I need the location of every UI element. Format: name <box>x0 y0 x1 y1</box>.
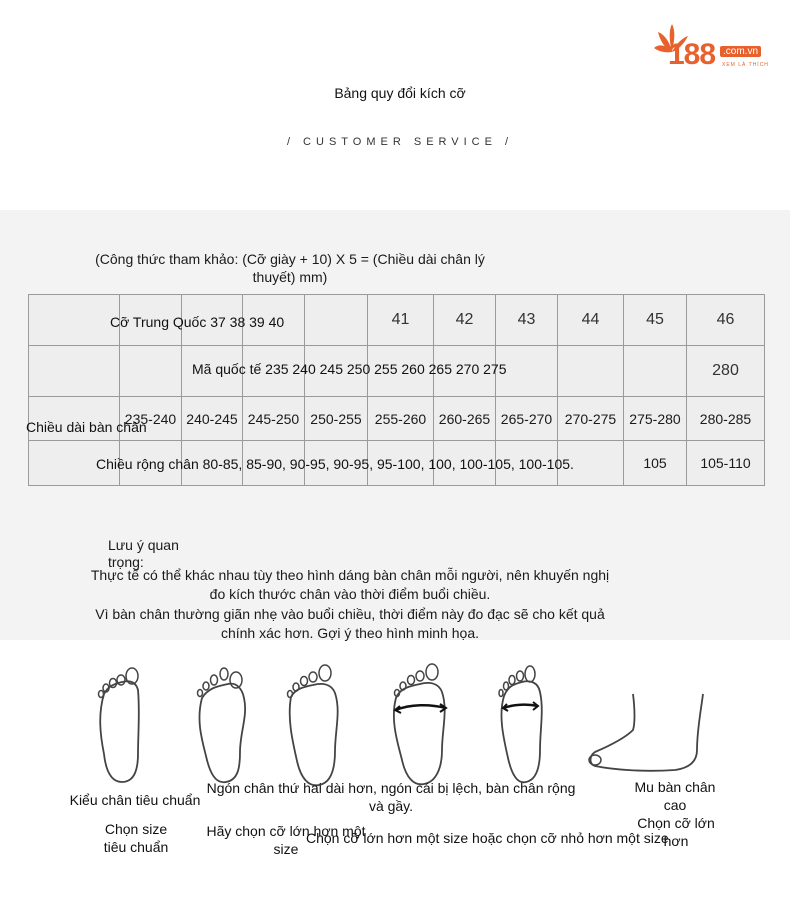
standard-foot-icon <box>92 664 148 786</box>
table-cell: 45 <box>624 295 687 346</box>
high-instep-foot-icon <box>585 690 715 780</box>
advice-standard-size: Chọn size tiêu chuẩn <box>103 821 169 855</box>
notes-line-2: Vì bàn chân thường giãn nhẹ vào buổi chiều, thời điểm này đo đạc sẽ cho kết quả chính xác hơn. Gợi ý theo hình minh họa. <box>95 606 605 641</box>
page-title: Bảng quy đổi kích cỡ <box>334 85 466 101</box>
row-label-china-size: Cỡ Trung Quốc 37 38 39 40 <box>110 314 285 330</box>
formula-text: (Công thức tham khảo: (Cỡ giày + 10) X 5 = (Chiều dài chân lý thuyết) mm) <box>95 251 485 285</box>
table-cell: 235-240 <box>120 397 182 441</box>
table-cell: 270-275 <box>558 397 624 441</box>
caption-standard-foot: Kiểu chân tiêu chuẩn <box>69 792 201 808</box>
wide-foot-icon <box>285 663 345 793</box>
row-label-foot-length: Chiều dài bàn chân <box>26 419 147 435</box>
narrow-measure-foot-icon <box>494 662 550 790</box>
advice-one-size-up: Hãy chọn cỡ lớn hơn một size <box>206 823 366 857</box>
table-cell: 41 <box>368 295 434 346</box>
table-cell: 46 <box>687 295 765 346</box>
table-cell: 43 <box>496 295 558 346</box>
table-cell: 265-270 <box>496 397 558 441</box>
page-subtitle: / CUSTOMER SERVICE / <box>286 136 514 148</box>
table-cell: 280 <box>687 346 765 397</box>
caption-high-instep: Mu bàn chân cao <box>634 779 716 813</box>
table-cell: 275-280 <box>624 397 687 441</box>
advice-size-up-or-down: Chọn cỡ lớn hơn một size hoặc chọn cỡ nhỏ hơn một size <box>306 830 669 846</box>
bunion-foot-icon <box>192 660 252 790</box>
caption-wide-foot: Ngón chân thứ hai dài hơn, ngón cái bị lệch, bàn chân rộng và gầy. <box>206 780 576 814</box>
table-cell: 240-245 <box>182 397 243 441</box>
brand-number: 188 <box>668 38 716 71</box>
advice-size-up: Chọn cỡ lớn hơn <box>637 815 715 849</box>
table-cell: 42 <box>434 295 496 346</box>
table-cell: 280-285 <box>687 397 765 441</box>
row-label-foot-width: Chiều rộng chân 80-85, 85-90, 90-95, 90-95, 95-100, 100, 100-105, 100-105. <box>96 456 574 472</box>
notes-title: Lưu ý quan trọng: <box>108 537 179 570</box>
table-cell: 245-250 <box>243 397 305 441</box>
table-cell: 105 <box>624 441 687 486</box>
table-cell: 255-260 <box>368 397 434 441</box>
table-cell: 105-110 <box>687 441 765 486</box>
brand-tagline: XEM LÀ THÍCH <box>722 62 769 68</box>
table-cell: 44 <box>558 295 624 346</box>
width-measure-foot-icon <box>390 660 452 792</box>
table-cell: 250-255 <box>305 397 368 441</box>
notes-line-1: Thực tế có thể khác nhau tùy theo hình dáng bàn chân mỗi người, nên khuyến nghị đo kích thước chân vào thời điểm buổi chiều. <box>90 567 610 602</box>
brand-domain: .com.vn <box>720 46 761 57</box>
row-label-intl-size: Mã quốc tế 235 240 245 250 255 260 265 270 275 <box>192 361 507 377</box>
table-cell: 260-265 <box>434 397 496 441</box>
